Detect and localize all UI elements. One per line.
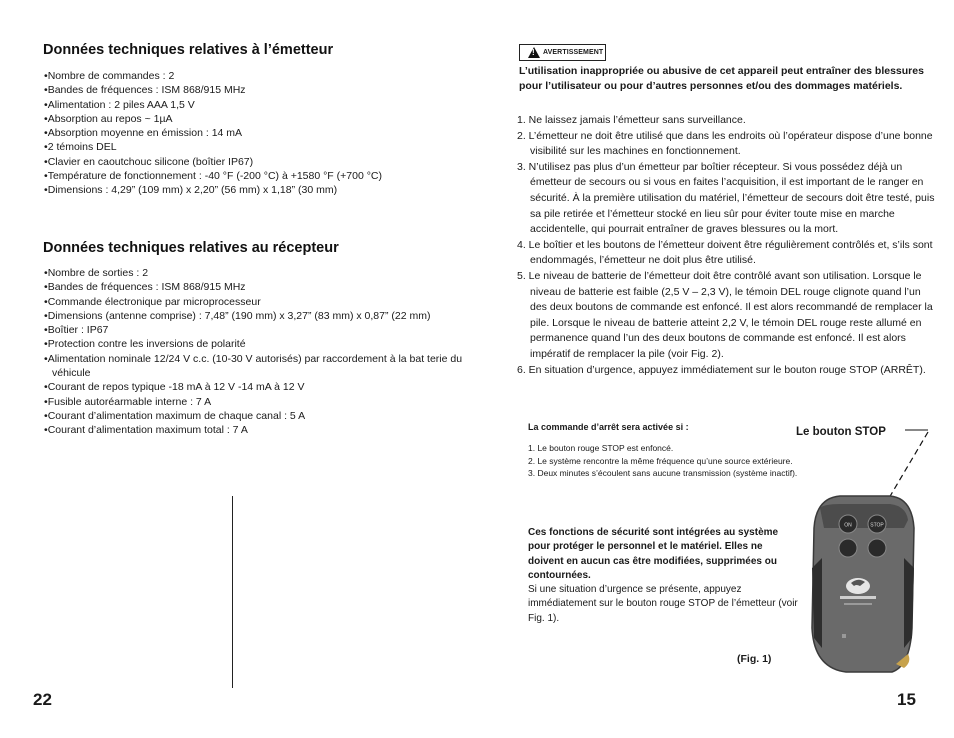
right-function-button	[868, 539, 886, 557]
list-item: 6. En situation d’urgence, appuyez immédiatement sur le bouton rouge STOP (ARRÊT).	[517, 363, 926, 376]
column-divider	[232, 496, 233, 688]
list-item: 2. L’émetteur ne doit être utilisé que dans les endroits où l’opérateur dispose d’une bonne visibilité sur les machines en fonctionnement.	[517, 129, 933, 158]
list-item: • Clavier en caoutchouc silicone (boîtier IP67)	[44, 155, 464, 169]
stop-conditions-title: La commande d’arrêt sera activée si :	[528, 422, 689, 432]
warning-lead-text: L’utilisation inappropriée ou abusive de cet appareil peut entraîner des blessures pour l’utilisateur ou pour d’autres personnes et/ou des dommages matériels.	[519, 65, 924, 92]
page-number-left: 22	[33, 690, 52, 709]
transmitter-specs-heading: Données techniques relatives à l’émetteur	[43, 42, 334, 58]
list-item: • Dimensions : 4,29” (109 mm) x 2,20” (56 mm) x 1,18” (30 mm)	[44, 183, 464, 197]
receiver-specs-list	[44, 266, 464, 438]
remote-transmitter-image	[800, 428, 930, 688]
receiver-specs-heading: Données techniques relatives au récepteur	[43, 240, 339, 256]
list-item: • Protection contre les inversions de polarité	[44, 337, 464, 351]
safety-notice: Si une situation d’urgence se présente, appuyez immédiatement sur le bouton rouge STOP de l’émetteur (voir Fig. 1).	[528, 584, 798, 624]
list-item: 1. Le bouton rouge STOP est enfoncé.	[528, 443, 674, 453]
svg-text:STOP: STOP	[870, 522, 884, 529]
list-item: • Fusible autoréarmable interne : 7 A	[44, 395, 464, 409]
list-item: • Courant d’alimentation maximum total : 7 A	[44, 423, 464, 437]
page-number-right: 15	[897, 690, 916, 709]
list-item: • Absorption au repos ~ 1µA	[44, 112, 464, 126]
list-item: • Dimensions (antenne comprise) : 7,48” (190 mm) x 3,27” (83 mm) x 0,87” (22 mm)	[44, 309, 464, 323]
list-item: • Courant de repos typique -18 mA à 12 V -14 mA à 12 V	[44, 380, 464, 394]
list-item: • Alimentation : 2 piles AAA 1,5 V	[44, 98, 464, 112]
safety-rules-list	[517, 113, 937, 378]
list-item: • Courant d’alimentation maximum de chaque canal : 5 A	[44, 409, 464, 423]
figure-caption: (Fig. 1)	[737, 653, 772, 665]
left-function-button	[839, 539, 857, 557]
list-item: • Boîtier : IP67	[44, 323, 464, 337]
stop-button-callout-label: Le bouton STOP	[796, 426, 886, 438]
svg-text:ON: ON	[844, 522, 852, 529]
list-item: 2. Le système rencontre la même fréquence qu’une source extérieure.	[528, 455, 793, 466]
list-item: 3. Deux minutes s’écoulent sans aucune transmission (système inactif).	[528, 468, 798, 478]
led-indicator	[842, 634, 846, 638]
list-item: 1. Ne laissez jamais l’émetteur sans surveillance.	[517, 114, 746, 126]
list-item: 5. Le niveau de batterie de l’émetteur doit être contrôlé avant son utilisation. Lorsque le niveau de batterie est faible (2,5 V – 2,3 V), le témoin DEL rouge clignote quand l’un des deux boutons de commande est enfoncé. Il est alors recommandé de remplacer la pile. Lorsque le niveau de batterie atteint 2,2 V, le témoin DEL rouge reste allumé en permanence quand l’un des deux boutons de commande est enfoncé. Il est alors impératif de remplacer la pile (voir Fig. 2).	[517, 269, 933, 360]
list-item: • Nombre de commandes : 2	[44, 69, 464, 83]
list-item: 3. N’utilisez pas plus d’un émetteur par boîtier récepteur. Si vous possédez déjà un émetteur de secours ou si vous en faites l’acquisition, il est important de le ranger en sécurité. À la première utilisation du matériel, l’émetteur de secours doit être testé, puis sa pile retirée et l’émetteur stocké en lieu sûr pour éviter toute mise en marche accidentelle, qui pourrait entraîner de graves blessures ou la mort.	[517, 160, 935, 236]
safety-notice-bold: Ces fonctions de sécurité sont intégrées au système pour protéger le personnel et le matériel. Elles ne doivent en aucun cas être modifiées, supprimées ou contournées.	[528, 527, 779, 581]
exclamation-triangle-icon: !	[528, 47, 540, 58]
list-item: • Nombre de sorties : 2	[44, 266, 464, 280]
transmitter-specs-list	[44, 69, 464, 198]
list-item: • Absorption moyenne en émission : 14 mA	[44, 126, 464, 140]
list-item: • 2 témoins DEL	[44, 140, 464, 154]
list-item: • Bandes de fréquences : ISM 868/915 MHz	[44, 280, 464, 294]
list-item: • Bandes de fréquences : ISM 868/915 MHz	[44, 83, 464, 97]
list-item: • Température de fonctionnement : -40 °F (-200 °C) à +1580 °F (+700 °C)	[44, 169, 464, 183]
warning-badge	[519, 44, 606, 61]
list-item: • Commande électronique par microprocesseur	[44, 295, 464, 309]
warning-label: AVERTISSEMENT	[543, 49, 604, 56]
list-item: 4. Le boîtier et les boutons de l’émetteur doivent être régulièrement contrôlés et, s’ils sont endommagés, l’émetteur ne doit plus être utilisé.	[517, 238, 933, 267]
list-item: • Alimentation nominale 12/24 V c.c. (10-30 V autorisés) par raccordement à la bat terie du véhicule	[44, 352, 464, 381]
